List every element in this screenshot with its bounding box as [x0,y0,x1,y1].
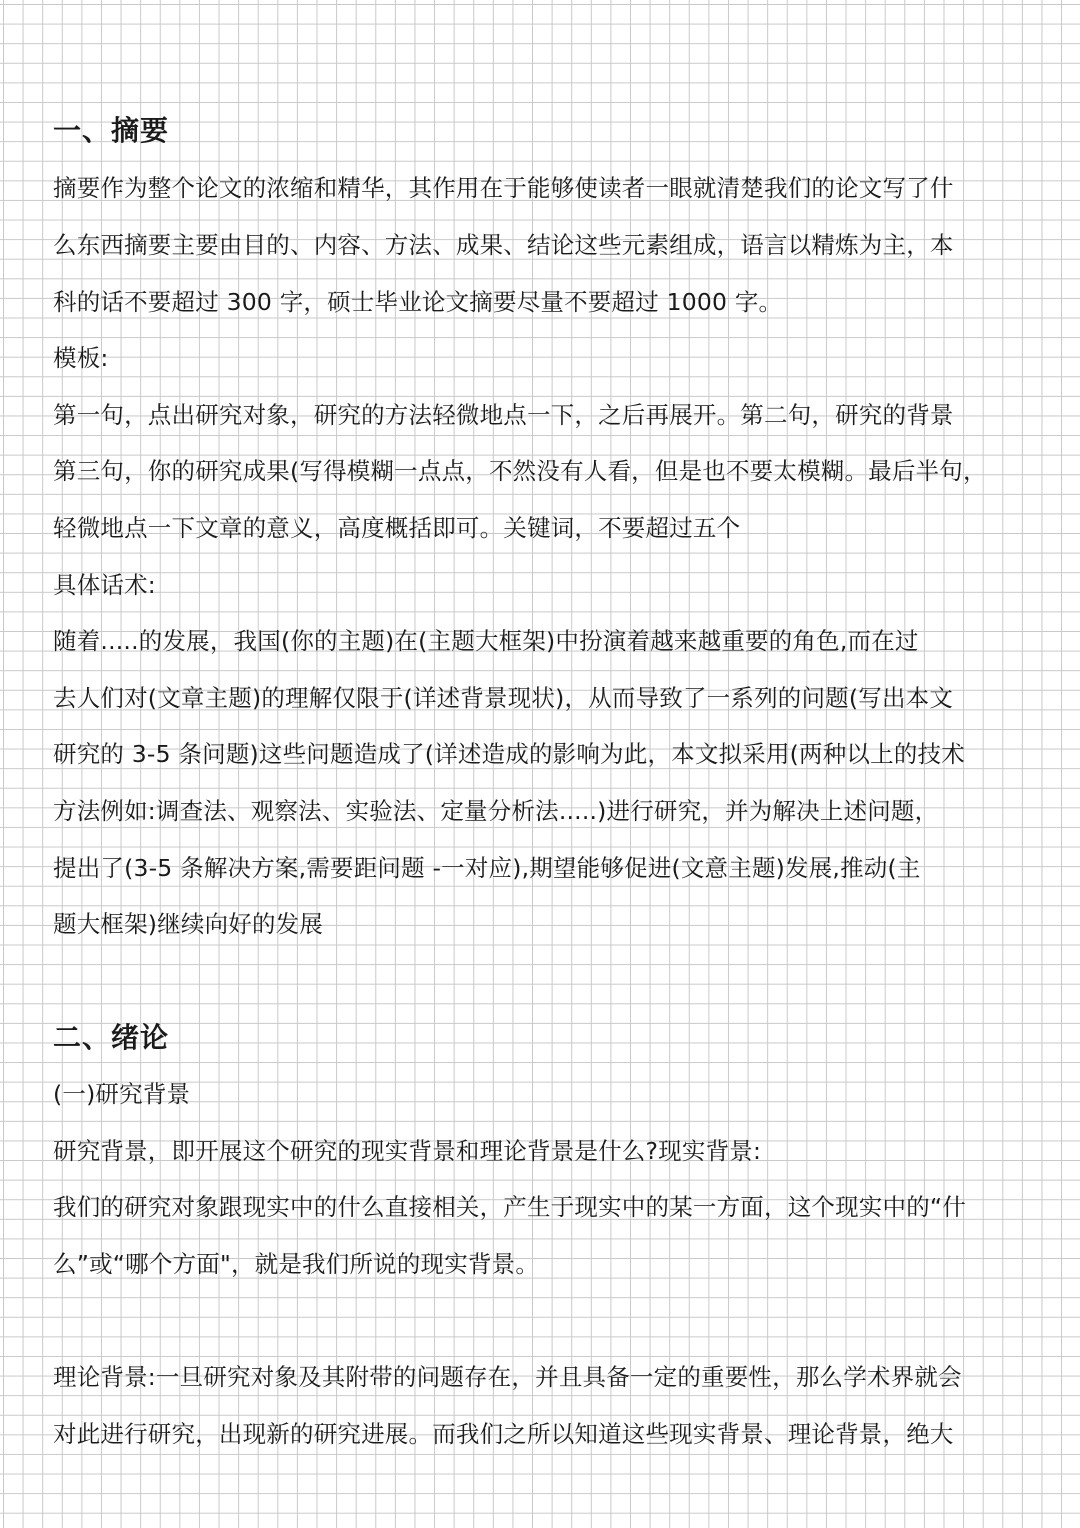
paragraph-line: 么东西摘要主要由目的、内容、方法、成果、结论这些元素组成，语言以精炼为主，本 [53,231,954,259]
paragraph-line: 轻微地点一下文章的意义，高度概括即可。关键词，不要超过五个 [53,514,741,542]
paragraph-line: 去人们对(文章主题)的理解仅限于(详述背景现状)，从而导致了一系列的问题(写出本文 [53,684,954,712]
script-label: 具体话术: [53,571,156,599]
section-heading-introduction: 二、绪论 [53,1021,170,1054]
paragraph-line: 第一句，点出研究对象，研究的方法轻微地点一下，之后再展开。第二句，研究的背景 [53,401,954,429]
section-heading-abstract: 一、摘要 [53,114,170,147]
paragraph-line: 我们的研究对象跟现实中的什么直接相关，产生于现实中的某一方面，这个现实中的“什 [53,1193,966,1221]
paragraph-line: 题大框架)继续向好的发展 [53,910,324,938]
paragraph-line: 第三句，你的研究成果(写得模糊一点点，不然没有人看，但是也不要太模糊。最后半句， [53,457,987,485]
paragraph-line: 对此进行研究，出现新的研究进展。而我们之所以知道这些现实背景、理论背景，绝大 [53,1420,954,1448]
paragraph-line: 提出了(3-5 条解决方案,需要距问题 -一对应),期望能够促进(文意主题)发展,推动(主 [53,854,921,882]
paragraph-line: 科的话不要超过 300 字，硕士毕业论文摘要尽量不要超过 1000 字。 [53,288,783,316]
paragraph-line: 么”或“哪个方面"，就是我们所说的现实背景。 [53,1250,540,1278]
template-label: 模板: [53,344,109,372]
paragraph-line: 研究的 3-5 条问题)这些问题造成了(详述造成的影响为此，本文拟采用(两种以上的技术 [53,740,965,768]
subsection-heading: (一)研究背景 [53,1080,191,1108]
paragraph-line: 理论背景:一旦研究对象及其附带的问题存在，并且具备一定的重要性，那么学术界就会 [53,1363,962,1391]
paragraph-line: 方法例如:调查法、观察法、实验法、定量分析法.....)进行研究，并为解决上述问题， [53,797,939,825]
paragraph-line: 摘要作为整个论文的浓缩和精华，其作用在于能够使读者一眼就清楚我们的论文写了什 [53,174,954,202]
paragraph-line: 随着.....的发展，我国(你的主题)在(主题大框架)中扮演着越来越重要的角色,而在过 [53,627,919,655]
paragraph-line: 研究背景，即开展这个研究的现实背景和理论背景是什么?现实背景: [53,1137,762,1165]
